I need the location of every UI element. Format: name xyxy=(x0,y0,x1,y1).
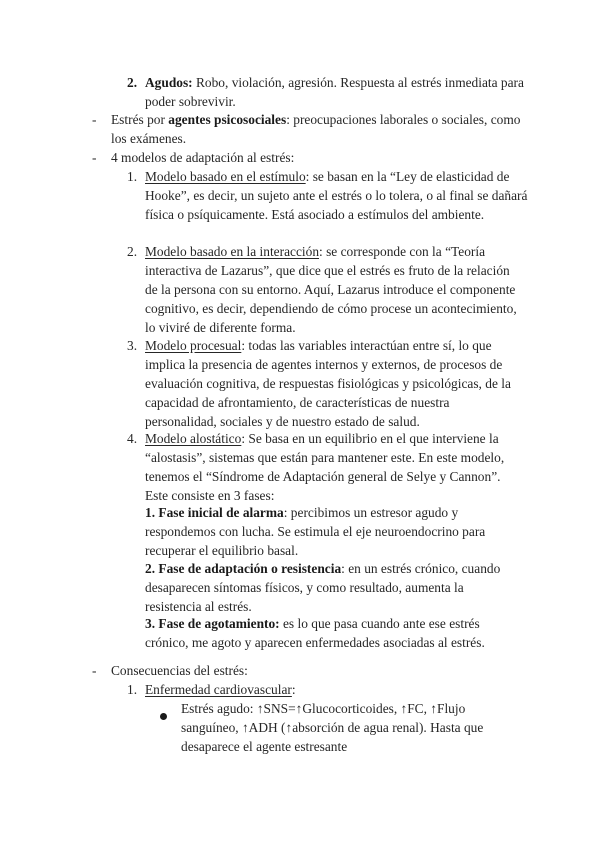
list-item-psicosociales xyxy=(111,110,523,148)
item-text-before: Estrés por xyxy=(111,112,169,127)
consequence-item xyxy=(145,680,296,699)
section-heading-modelos: 4 modelos de adaptación al estrés: xyxy=(111,150,295,165)
phase-item xyxy=(145,559,513,616)
model-title: Modelo basado en el estímulo xyxy=(145,169,306,184)
section-heading-consecuencias: Consecuencias del estrés: xyxy=(111,663,248,678)
phase-label: 1. Fase inicial de alarma xyxy=(145,505,284,520)
model-title: Modelo alostático xyxy=(145,431,242,446)
model-item xyxy=(145,429,521,505)
bullet-item: Estrés agudo: ↑SNS=↑Glucocorticoides, ↑FC, ↑Flujo sanguíneo, ↑ADH (↑absorción de agua renal). Hasta que desaparece el agente estresante xyxy=(181,701,484,754)
dash-marker: - xyxy=(92,112,97,127)
item-text: Robo, violación, agresión. Respuesta al estrés inmediata para poder sobrevivir. xyxy=(145,75,524,109)
list-marker: 2. xyxy=(127,244,138,259)
model-text: : se basan en la “Ley de elasticidad de Hooke”, es decir, un sujeto ante el estrés o lo tolera, o al final se dañará física o psíquicamente. Está asociado a estímulos del ambiente. xyxy=(145,169,528,222)
model-item xyxy=(145,167,528,224)
model-title: Modelo basado en la interacción xyxy=(145,244,320,259)
list-item-agudos xyxy=(145,73,530,111)
phase-label: 2. Fase de adaptación o resistencia xyxy=(145,561,342,576)
model-text: : Se basa en un equilibrio en el que interviene la “alostasis”, sistemas que están para mantener este. En este modelo, tenemos el “Síndrome de Adaptación general de Selye y Cannon”. Este consiste en 3 fases: xyxy=(145,431,505,503)
phase-text: : percibimos un estresor agudo y respondemos con lucha. Se estimula el eje neuroendocrino para recuperar el equilibrio basal. xyxy=(145,505,486,558)
model-title: Modelo procesual xyxy=(145,338,242,353)
item-label: Agudos: xyxy=(145,75,193,90)
bullet-dot-icon xyxy=(160,706,167,725)
phase-text: : en un estrés crónico, cuando desaparecen síntomas físicos, y como resultado, aumenta la resistencia al estrés. xyxy=(145,561,501,614)
dash-marker: - xyxy=(92,150,97,165)
phase-item xyxy=(145,503,511,560)
model-item xyxy=(145,336,524,431)
model-item xyxy=(145,242,519,337)
item-text-after: : preocupaciones laborales o sociales, como los exámenes. xyxy=(111,112,521,146)
consequence-title: Enfermedad cardiovascular xyxy=(145,682,292,697)
dash-marker: - xyxy=(92,663,97,678)
list-marker: 3. xyxy=(127,338,138,353)
consequence-colon: : xyxy=(291,682,296,697)
model-text: : se corresponde con la “Teoría interactiva de Lazarus”, que dice que el estrés es fruto de la relación de la persona con su entorno. Aquí, Lazarus introduce el componente cognitivo, es decir, dependiendo de cómo procese un acontecimiento, lo viviré de diferente forma. xyxy=(145,244,517,335)
model-text: : todas las variables interactúan entre sí, lo que implica la presencia de agentes internos y externos, de procesos de evaluación cognitiva, de respuestas fisiológicas y psicológicas, de la capacidad de afrontamiento, de características de nuestra personalidad, sociales y de nuestro estado de salud. xyxy=(145,338,511,429)
phase-item xyxy=(145,614,515,652)
phase-label: 3. Fase de agotamiento: xyxy=(145,616,280,631)
list-marker: 1. xyxy=(127,682,138,697)
phase-text: es lo que pasa cuando ante ese estrés crónico, me agoto y aparecen enfermedades asociadas al estrés. xyxy=(145,616,485,650)
list-marker: 4. xyxy=(127,431,138,446)
item-label: agentes psicosociales xyxy=(168,112,287,127)
list-marker: 1. xyxy=(127,169,138,184)
list-marker: 2. xyxy=(127,75,138,90)
